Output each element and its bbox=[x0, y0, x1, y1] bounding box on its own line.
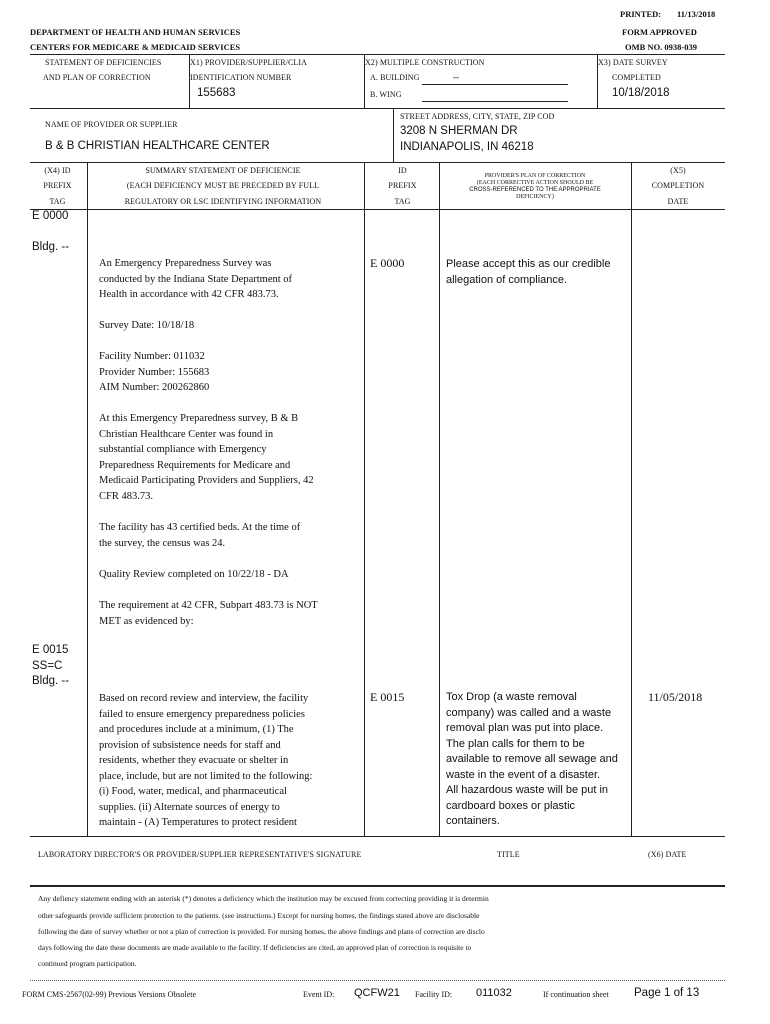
x4-heading-3: TAG bbox=[49, 197, 66, 206]
x4-heading-2: PREFIX bbox=[43, 181, 72, 190]
facility-id: 011032 bbox=[476, 987, 512, 999]
summary-paragraph-3: Facility Number: 011032 Provider Number: 155683 AIM Number: 200262860 bbox=[99, 351, 210, 393]
plan-heading-4: DEFICIENCY) bbox=[516, 194, 554, 200]
summary-paragraph-7: The requirement at 42 CFR, Subpart 483.73 is NOT MET as evidenced by: bbox=[99, 600, 318, 627]
x2-label: X2) MULTIPLE CONSTRUCTION bbox=[365, 58, 485, 67]
x4-heading-1: (X4) ID bbox=[44, 166, 71, 175]
plan-heading-1: PROVIDER'S PLAN OF CORRECTION bbox=[484, 173, 586, 179]
notice-line-4: days following the date these documents are made available to the facility. If deficiencies are cited, an approved plan of correction is requisite to bbox=[38, 943, 472, 952]
x5-heading-1: (X5) bbox=[670, 166, 686, 175]
form-number: FORM CMS-2567(02-99) Previous Versions Obsolete bbox=[22, 990, 197, 999]
plan-of-correction-1: Please accept this as our credible allegation of compliance. bbox=[446, 258, 611, 286]
tag-e0000-left: E 0000 Bldg. -- bbox=[32, 210, 70, 253]
statement-label-1: STATEMENT OF DEFICIENCIES bbox=[45, 58, 162, 67]
address-line-2: INDIANAPOLIS, IN 46218 bbox=[400, 141, 534, 153]
x5-heading-2: COMPLETION bbox=[651, 181, 705, 190]
tag-e0000-id: E 0000 bbox=[370, 256, 405, 270]
summary-paragraph-1: An Emergency Preparedness Survey was conducted by the Indiana State Department of Health in accordance with 42 CFR 483.73. bbox=[99, 258, 293, 300]
address-label: STREET ADDRESS, CITY, STATE, ZIP COD bbox=[400, 112, 555, 121]
survey-completed-date: 10/18/2018 bbox=[612, 87, 670, 99]
statement-label-2: AND PLAN OF CORRECTION bbox=[43, 73, 151, 82]
omb-number: OMB NO. 0938-039 bbox=[625, 42, 698, 52]
title-label: TITLE bbox=[497, 850, 520, 859]
form-approved: FORM APPROVED bbox=[622, 27, 697, 37]
summary-heading-2: (EACH DEFICIENCY MUST BE PRECEDED BY FULL bbox=[126, 181, 320, 190]
x1-label-1: X1) PROVIDER/SUPPLIER/CLIA bbox=[190, 58, 308, 67]
summary-heading-1: SUMMARY STATEMENT OF DEFICIENCIE bbox=[145, 166, 301, 175]
plan-heading-2: (EACH CORRECTIVE ACTION SHOULD BE bbox=[476, 180, 594, 186]
plan-heading-3: CROSS-REFERENCED TO THE APPROPRIATE bbox=[469, 187, 601, 193]
tag-e0015-left: E 0015 SS=C Bldg. -- bbox=[32, 644, 70, 687]
a-building-label: A. BUILDING bbox=[370, 73, 420, 82]
notice-line-5: continued program participation. bbox=[38, 959, 137, 968]
notice-line-2: other safeguards provide sufficient protection to the patients. (see instructions.) Except for nursing homes, the findings stated above are disclosable bbox=[38, 911, 480, 920]
address-line-1: 3208 N SHERMAN DR bbox=[400, 125, 518, 137]
summary-paragraph-5: The facility has 43 certified beds. At the time of the survey, the census was 24. bbox=[99, 522, 301, 549]
id-heading-2: PREFIX bbox=[388, 181, 417, 190]
summary-heading-3: REGULATORY OR LSC IDENTIFYING INFORMATION bbox=[124, 197, 322, 206]
x5-heading-3: DATE bbox=[667, 197, 689, 206]
summary-paragraph-2: Survey Date: 10/18/18 bbox=[99, 320, 195, 331]
summary-paragraph-8: Based on record review and interview, the facility failed to ensure emergency preparedness policies and procedures include at a minimum, (1) The provision of subsistence needs for staff and residents, whether they evacuate or shelter in place, include, but are not limited to the following: (i) Food, water, medical, and pharmaceutical supplies. (ii) Alternate sources of energy to maintain - (A) Temperatures to protect resident bbox=[99, 693, 313, 828]
tag-e0015-id: E 0015 bbox=[370, 690, 405, 704]
centers-title: CENTERS FOR MEDICARE & MEDICAID SERVICES bbox=[30, 42, 241, 52]
continuation-label: If continuation sheet bbox=[543, 990, 609, 999]
event-id-label: Event ID: bbox=[303, 990, 335, 999]
summary-paragraph-6: Quality Review completed on 10/22/18 - DA bbox=[99, 569, 289, 580]
plan-of-correction-2: Tox Drop (a waste removal company) was called and a waste removal plan was put into place. The plan calls for them to be available to remove all sewage and waste in the event of a disaster. All hazardous waste will be put in cardboard boxes or plastic containers. bbox=[446, 691, 618, 827]
provider-name: B & B CHRISTIAN HEALTHCARE CENTER bbox=[45, 140, 270, 152]
event-id: QCFW21 bbox=[354, 987, 400, 999]
a-building-value: -- bbox=[453, 72, 459, 82]
provider-name-label: NAME OF PROVIDER OR SUPPLIER bbox=[45, 120, 178, 129]
b-wing-label: B. WING bbox=[370, 90, 402, 99]
provider-number: 155683 bbox=[197, 87, 236, 99]
signature-label: LABORATORY DIRECTOR'S OR PROVIDER/SUPPLIER REPRESENTATIVE'S SIGNATURE bbox=[38, 850, 362, 859]
signature-date-label: (X6) DATE bbox=[648, 850, 687, 859]
id-heading-3: TAG bbox=[394, 197, 411, 206]
x3-label-1: X3) DATE SURVEY bbox=[598, 58, 668, 67]
facility-id-label: Facility ID: bbox=[415, 990, 453, 999]
department-title: DEPARTMENT OF HEALTH AND HUMAN SERVICES bbox=[30, 27, 241, 37]
summary-paragraph-4: At this Emergency Preparedness survey, B & B Christian Healthcare Center was found in substantial compliance with Emergency Preparedness Requirements for Medicare and Medicaid Participating Providers and Suppliers, 42 CFR 483.73. bbox=[99, 413, 314, 502]
x1-label-2: IDENTIFICATION NUMBER bbox=[190, 73, 292, 82]
x3-label-2: COMPLETED bbox=[612, 73, 661, 82]
notice-line-3: following the date of survey whether or not a plan of correction is provided. For nursing homes, the above findings and plans of correction are disclo bbox=[38, 927, 485, 936]
printed-label: PRINTED: bbox=[620, 9, 662, 19]
notice-line-1: Any defiency statement ending with an asterisk (*) denotes a deficiency which the institution may be excused from correcting providing it is determin bbox=[38, 894, 489, 903]
page-number: Page 1 of 13 bbox=[634, 987, 700, 999]
id-heading-1: ID bbox=[398, 166, 407, 175]
completion-date-2: 11/05/2018 bbox=[648, 690, 703, 704]
printed-date: 11/13/2018 bbox=[677, 9, 716, 19]
